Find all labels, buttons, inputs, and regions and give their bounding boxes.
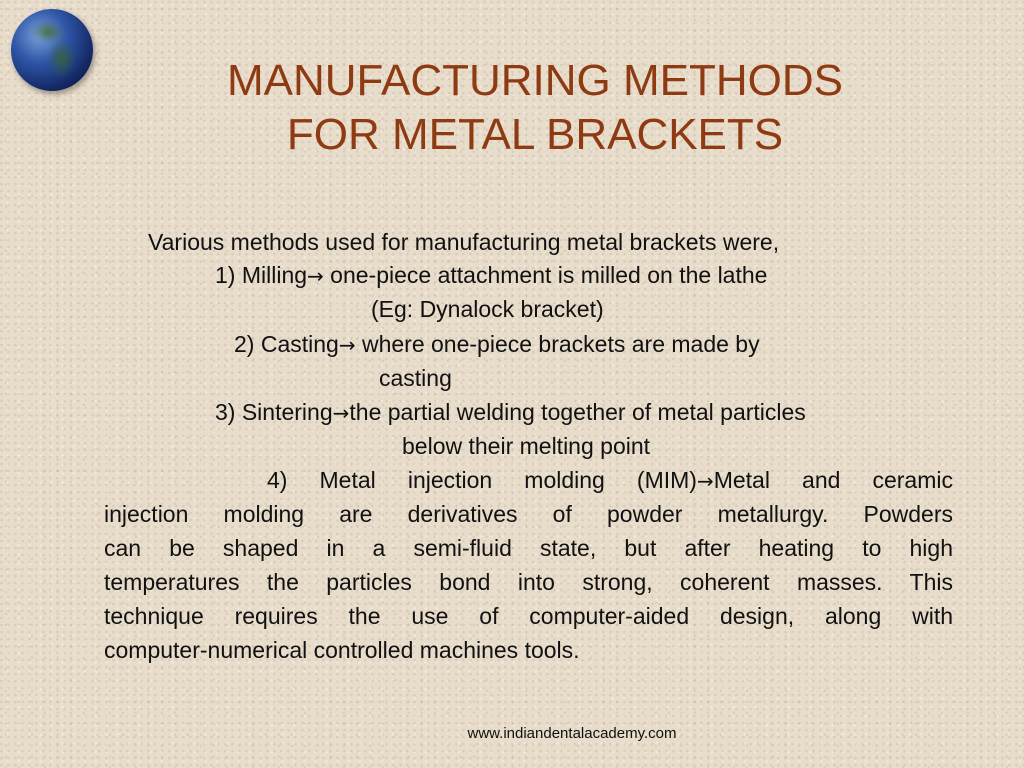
item-mim (267, 466, 953, 495)
item-milling-example: (Eg: Dynalock bracket) (371, 296, 604, 322)
item-label: 1) Milling (215, 262, 308, 288)
item-label: 4) Metal injection molding (MIM) (267, 467, 697, 493)
item-label: 2) Casting (234, 331, 339, 357)
arrow-icon: → (332, 401, 350, 425)
arrow-icon: → (338, 333, 356, 357)
mim-line-5: computer-numerical controlled machines tools. (104, 637, 580, 663)
mim-line-4: technique requires the use of computer-aided design, along with (104, 603, 953, 629)
item-sintering-cont: below their melting point (402, 433, 651, 459)
intro-text: Various methods used for manufacturing metal brackets were, (148, 229, 780, 255)
item-casting-cont: casting (379, 365, 452, 391)
title-line-1: MANUFACTURING METHODS (227, 56, 843, 105)
title-line-2: FOR METAL BRACKETS (286, 110, 784, 159)
item-text: one-piece attachment is milled on the lathe (323, 262, 768, 288)
mim-line-3: temperatures the particles bond into strong, coherent masses. This (104, 569, 953, 595)
item-label: 3) Sintering (215, 399, 333, 425)
mim-line-2: can be shaped in a semi-fluid state, but after heating to high (104, 535, 953, 561)
item-sintering (215, 398, 806, 427)
arrow-icon: → (696, 469, 714, 493)
item-text: the partial welding together of metal particles (349, 399, 806, 425)
arrow-icon: → (307, 264, 324, 288)
mim-line-1: injection molding are derivatives of powder metallurgy. Powders (104, 501, 953, 527)
item-milling (215, 261, 767, 290)
item-casting (234, 330, 760, 359)
item-text: Metal and ceramic (713, 467, 953, 493)
item-text: where one-piece brackets are made by (355, 331, 760, 357)
footer-url: www.indiandentalacademy.com (467, 725, 677, 742)
